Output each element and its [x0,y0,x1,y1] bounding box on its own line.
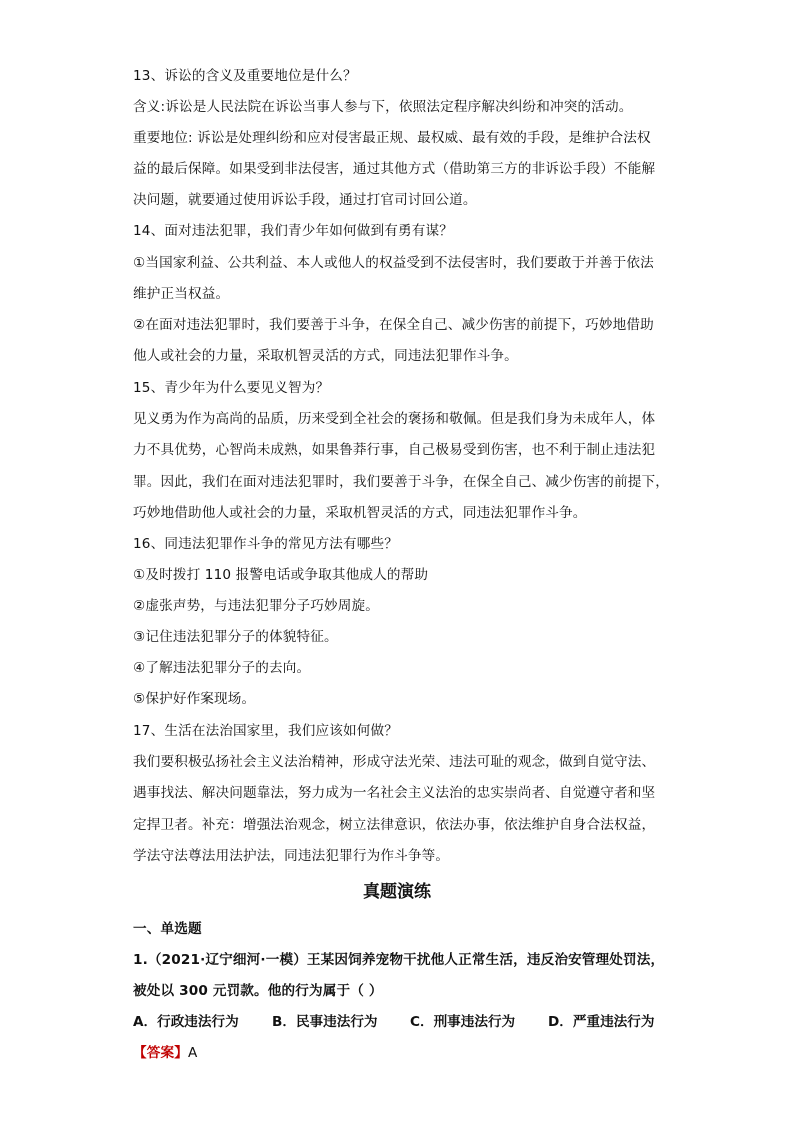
q17-question: 17、生活在法治国家里，我们应该如何做？ [133,723,398,739]
option-c: C．刑事违法行为 [410,1014,516,1030]
q17-answer-line: 我们要积极弘扬社会主义法治精神，形成守法光荣、违法可耻的观念，做到自觉守法、 [133,754,656,770]
q17-answer-line: 学法守法尊法用法护法，同违法犯罪行为作斗争等。 [133,848,450,864]
answer-tag: 【答案】 [133,1045,188,1061]
q16-question: 16、同违法犯罪作斗争的常见方法有哪些？ [133,536,398,552]
option-b: B．民事违法行为 [272,1014,378,1030]
option-d: D．严重违法行为 [548,1014,655,1030]
answer-value: A [187,1045,198,1061]
q13-status-line: 重要地位: 诉讼是处理纠纷和应对侵害最正规、最权威、最有效的手段，是维护合法权 [133,130,651,146]
q16-method: ②虚张声势，与违法犯罪分子巧妙周旋。 [133,598,379,614]
q14-point2-line: ②在面对违法犯罪时，我们要善于斗争，在保全自己、减少伤害的前提下，巧妙地借助 [133,317,654,333]
q15-answer-line: 巧妙地借助他人或社会的力量，采取机智灵活的方式，同违法犯罪作斗争。 [133,505,587,521]
q15-answer-line: 罪。因此，我们在面对违法犯罪时，我们要善于斗争，在保全自己、减少伤害的前提下， [133,474,670,490]
q16-method: ①及时拨打 110 报警电话或争取其他成人的帮助 [133,567,429,583]
exercise-question-line: 1.（2021·辽宁细河·一模）王某因饲养宠物干扰他人正常生活，违反治安管理处罚法， [133,952,665,968]
q16-method: ④了解违法犯罪分子的去向。 [133,660,311,676]
q15-question: 15、青少年为什么要见义智为？ [133,380,330,396]
q14-point1-line: ①当国家利益、公共利益、本人或他人的权益受到不法侵害时，我们要敢于并善于依法 [133,255,654,271]
exercise-question-line: 被处以 300 元罚款。他的行为属于（ ） [133,983,383,999]
q17-answer-line: 遇事找法、解决问题靠法，努力成为一名社会主义法治的忠实崇尚者、自觉遵守者和坚 [133,785,656,801]
q16-method: ⑤保护好作案现场。 [133,691,256,707]
q17-answer-line: 定捍卫者。补充：增强法治观念，树立法律意识，依法办事，依法维护自身合法权益， [133,817,656,833]
answer-line [133,1043,197,1063]
section-title: 真题演练 [363,882,431,902]
option-a: A．行政违法行为 [133,1014,239,1030]
q15-answer-line: 见义勇为作为高尚的品质，历来受到全社会的褒扬和敬佩。但是我们身为未成年人，体 [133,411,656,427]
q13-status-line: 决问题，就要通过使用诉讼手段，通过打官司讨回公道。 [133,192,477,208]
q15-answer-line: 力不具优势，心智尚未成熟，如果鲁莽行事，自己极易受到伤害，也不利于制止违法犯 [133,442,656,458]
q13-status-line: 益的最后保障。如果受到非法侵害，通过其他方式（借助第三方的非诉讼手段）不能解 [133,161,656,177]
q13-question: 13、诉讼的含义及重要地位是什么？ [133,68,357,84]
q14-point2-line: 他人或社会的力量，采取机智灵活的方式，同违法犯罪作斗争。 [133,348,518,364]
q13-meaning: 含义:诉讼是人民法院在诉讼当事人参与下，依照法定程序解决纠纷和冲突的活动。 [133,99,633,115]
q14-point1-line: 维护正当权益。 [133,286,230,302]
section-heading: 一、单选题 [133,921,202,937]
q14-question: 14、面对违法犯罪，我们青少年如何做到有勇有谋？ [133,223,453,239]
q16-method: ③记住违法犯罪分子的体貌特征。 [133,629,338,645]
